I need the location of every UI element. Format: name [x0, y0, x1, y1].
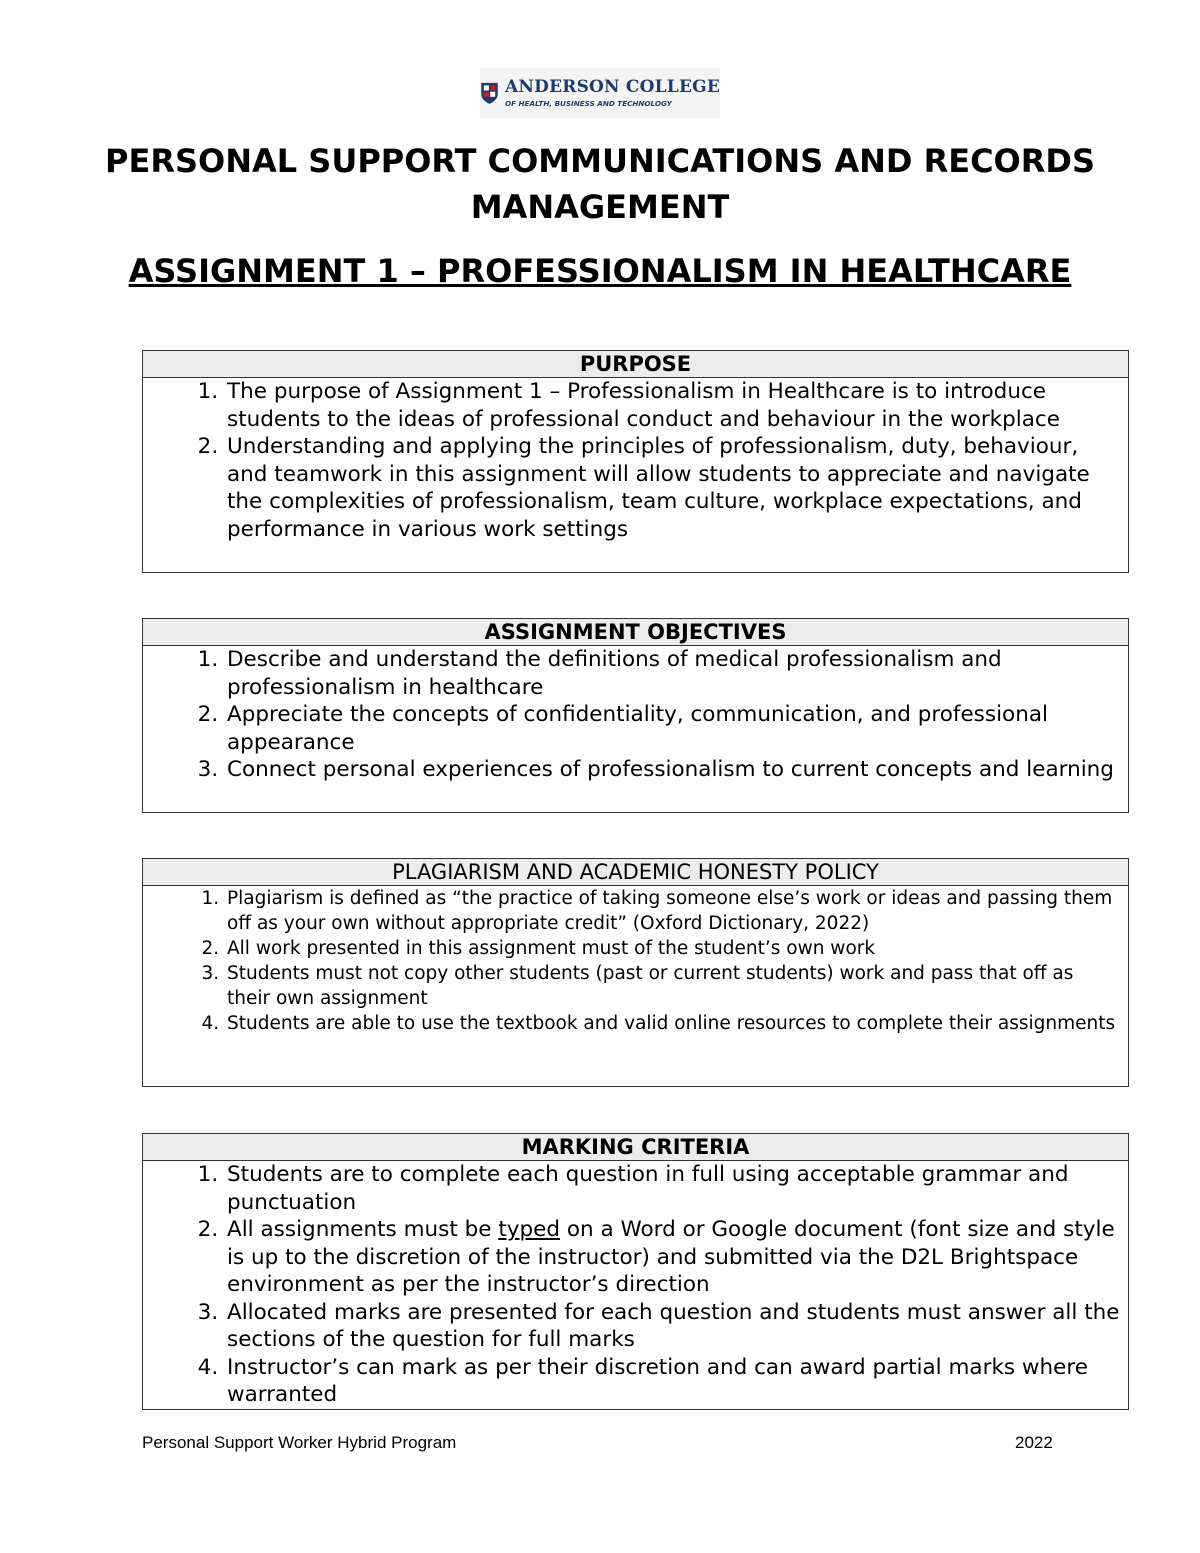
underlined-word: typed — [498, 1217, 561, 1242]
marking-section — [142, 1133, 1129, 1410]
plagiarism-list — [143, 886, 1128, 1036]
plagiarism-heading: PLAGIARISM AND ACADEMIC HONESTY POLICY — [143, 859, 1128, 886]
document-title: PERSONAL SUPPORT COMMUNICATIONS AND RECORDS MANAGEMENT — [105, 142, 1095, 226]
list-item: 1. Plagiarism is defined as “the practice of taking someone else’s work or ideas and passing them off as your own without appropriate credit” (Oxford Dictionary, 2022) — [225, 886, 1120, 936]
plagiarism-section — [142, 858, 1129, 1087]
objectives-list — [143, 646, 1128, 784]
footer-year: 2022 — [1015, 1433, 1053, 1452]
purpose-section — [142, 350, 1129, 573]
list-item: 2. Appreciate the concepts of confidentiality, communication, and professional appearance — [225, 701, 1120, 756]
list-item: 2. Understanding and applying the principles of professionalism, duty, behaviour, and teamwork in this assignment will allow students to appreciate and navigate the complexities of professionalism, team culture, workplace expectations, and performance in various work settings — [225, 433, 1120, 543]
college-crest-icon — [480, 75, 499, 111]
objectives-heading: ASSIGNMENT OBJECTIVES — [143, 619, 1128, 646]
list-item-text: on a Word or Google document (font size and style is up to the discretion of the instructor) and submitted via the D2L Brightspace environment as per the instructor’s direction — [227, 1217, 1115, 1297]
marking-list — [143, 1161, 1128, 1409]
list-item — [225, 1216, 1120, 1299]
purpose-list — [143, 378, 1128, 543]
college-logo — [480, 68, 720, 118]
objectives-section — [142, 618, 1129, 813]
marking-heading: MARKING CRITERIA — [143, 1134, 1128, 1161]
list-item: 1. Students are to complete each question in full using acceptable grammar and punctuation — [225, 1161, 1120, 1216]
list-item: 3. Allocated marks are presented for each question and students must answer all the sections of the question for full marks — [225, 1299, 1120, 1354]
purpose-heading: PURPOSE — [143, 351, 1128, 378]
logo-name: ANDERSON COLLEGE — [505, 76, 720, 97]
list-item: 3. Connect personal experiences of professionalism to current concepts and learning — [225, 756, 1120, 784]
logo-subtitle: OF HEALTH, BUSINESS AND TECHNOLOGY — [505, 98, 672, 108]
list-item: 3. Students must not copy other students (past or current students) work and pass that off as their own assignment — [225, 961, 1120, 1011]
list-item-text: All assignments must be — [227, 1217, 499, 1242]
footer-program: Personal Support Worker Hybrid Program — [142, 1433, 457, 1452]
list-item: 2. All work presented in this assignment must of the student’s own work — [225, 936, 1120, 961]
list-item: 1. Describe and understand the definitions of medical professionalism and professionalism in healthcare — [225, 646, 1120, 701]
list-item: 4. Instructor’s can mark as per their discretion and can award partial marks where warranted — [225, 1354, 1120, 1409]
list-item: 4. Students are able to use the textbook and valid online resources to complete their assignments — [225, 1011, 1120, 1036]
assignment-title: ASSIGNMENT 1 – PROFESSIONALISM IN HEALTHCARE — [128, 252, 1072, 290]
list-item: 1. The purpose of Assignment 1 – Professionalism in Healthcare is to introduce students to the ideas of professional conduct and behaviour in the workplace — [225, 378, 1120, 433]
